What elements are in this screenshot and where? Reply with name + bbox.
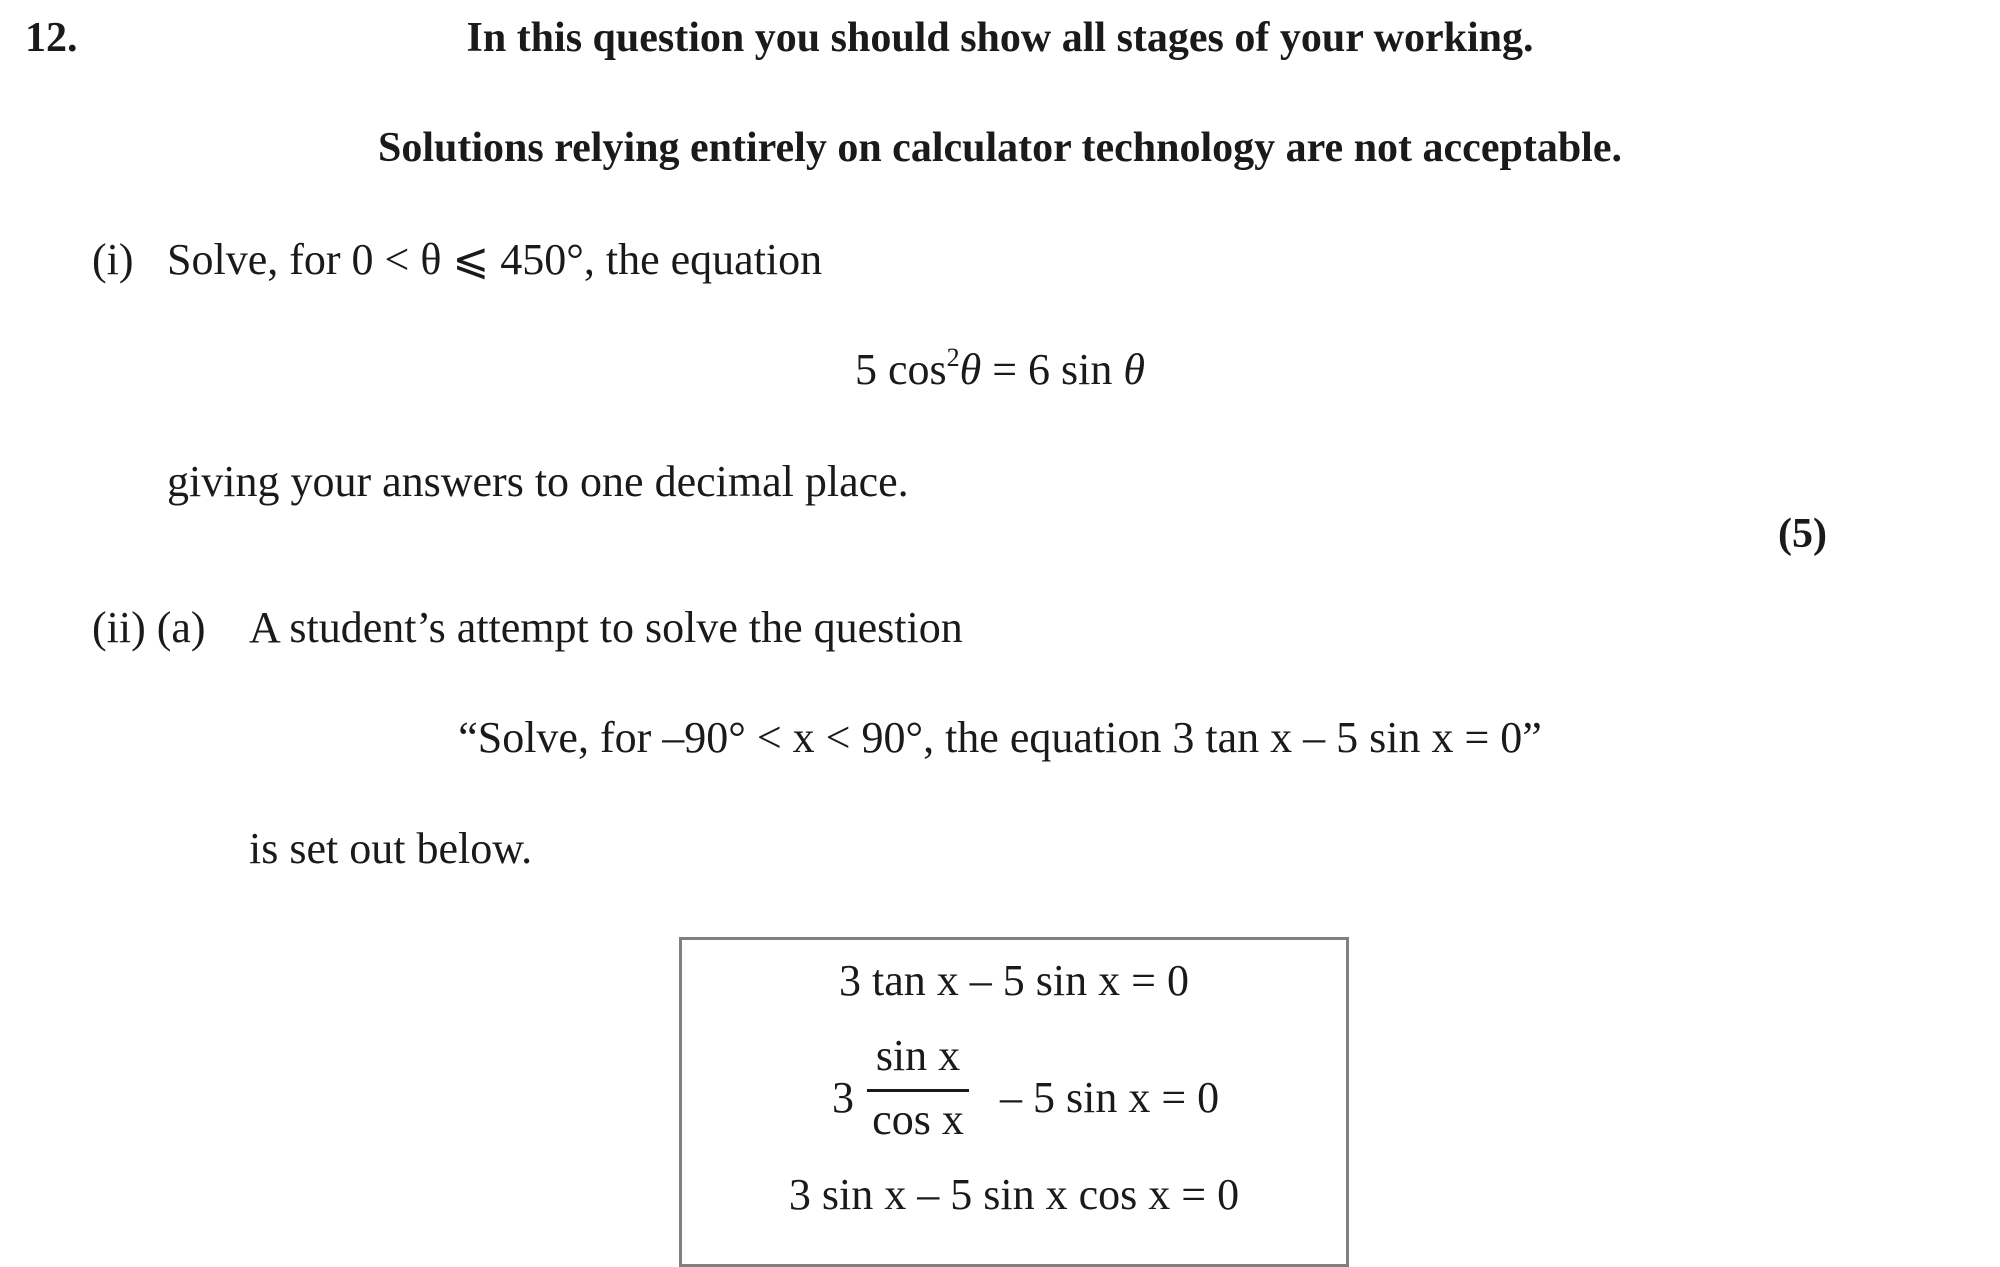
working-coefficient: 3 bbox=[832, 1073, 854, 1122]
marks-badge: (5) bbox=[1778, 511, 1827, 557]
working-line-2 bbox=[682, 1030, 1346, 1160]
part-i-continuation: giving your answers to one decimal place. bbox=[167, 457, 909, 506]
part-i-label: (i) bbox=[92, 235, 134, 284]
equation-power: 2 bbox=[946, 343, 960, 372]
equation-part-i bbox=[0, 344, 2000, 395]
working-line-2-rest: – 5 sin x = 0 bbox=[1000, 1073, 1220, 1122]
equation-rhs: = 6 sin bbox=[981, 345, 1124, 394]
equation-theta: θ bbox=[959, 345, 982, 394]
part-ii-text: A student’s attempt to solve the question bbox=[249, 603, 963, 652]
question-number: 12. bbox=[25, 15, 78, 61]
fraction-denominator: cos x bbox=[872, 1095, 964, 1144]
part-ii-label: (ii) (a) bbox=[92, 603, 206, 652]
equation-lhs: 5 cos bbox=[854, 345, 947, 394]
working-line-1: 3 tan x – 5 sin x = 0 bbox=[839, 956, 1189, 1005]
fraction-numerator: sin x bbox=[875, 1031, 961, 1080]
working-line-3: 3 sin x – 5 sin x cos x = 0 bbox=[788, 1170, 1240, 1219]
quoted-question: “Solve, for –90° < x < 90°, the equation 3 tan x – 5 sin x = 0” bbox=[458, 713, 1542, 762]
fraction-bar bbox=[867, 1089, 969, 1092]
part-i-text: Solve, for 0 < θ ⩽ 450°, the equation bbox=[167, 235, 823, 284]
student-working-box bbox=[679, 937, 1349, 1267]
instruction-working: In this question you should show all stages of your working. bbox=[466, 15, 1534, 61]
instruction-calculator: Solutions relying entirely on calculator technology are not acceptable. bbox=[378, 125, 1622, 171]
part-ii-continuation: is set out below. bbox=[249, 824, 533, 873]
equation-theta-rhs: θ bbox=[1123, 345, 1146, 394]
